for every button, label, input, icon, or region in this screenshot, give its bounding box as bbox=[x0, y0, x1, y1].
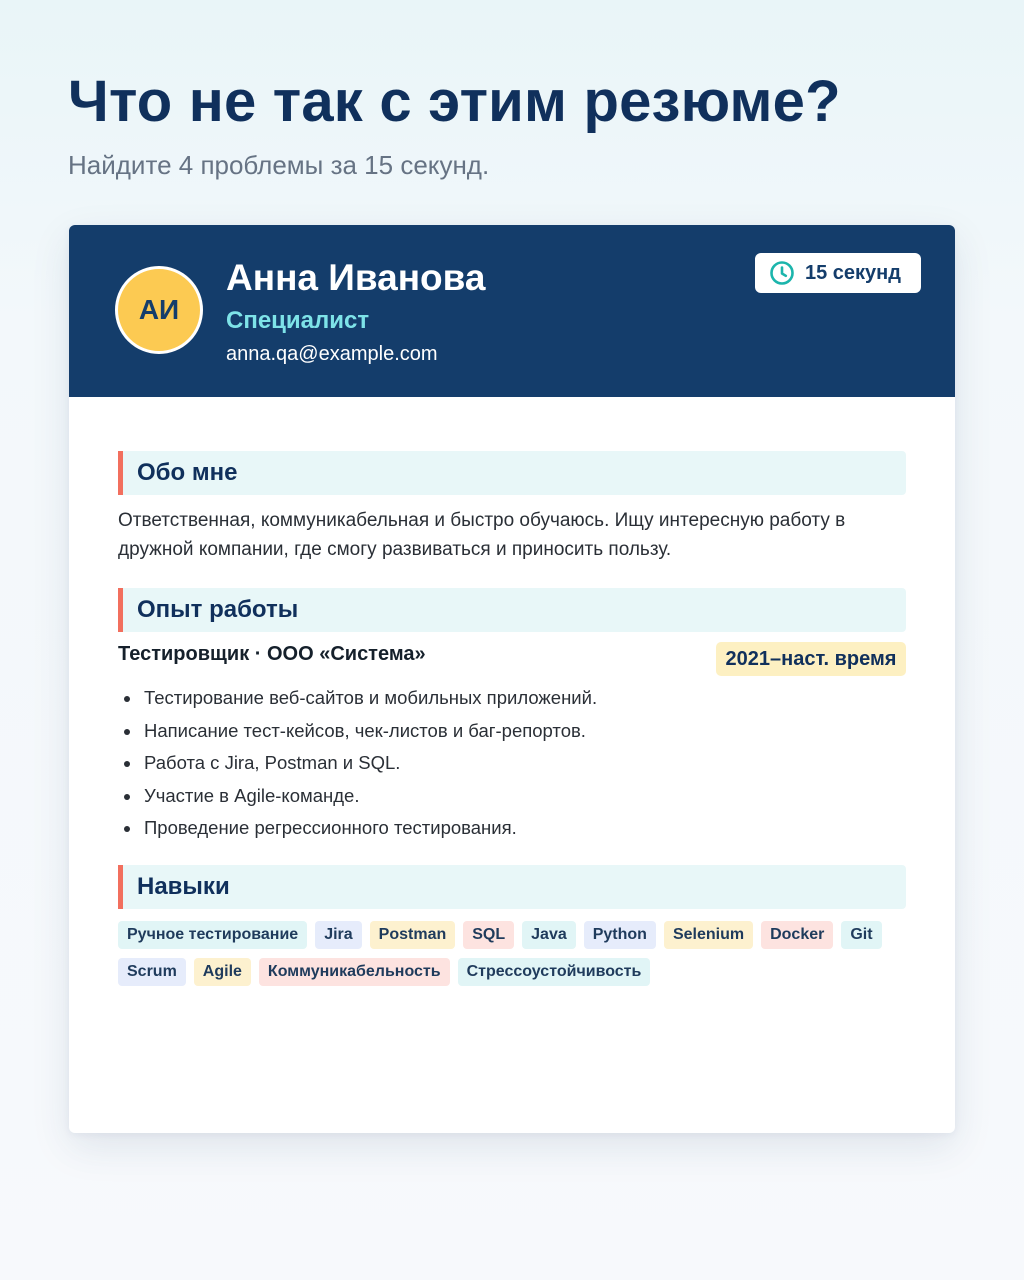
skill-tag: Docker bbox=[761, 921, 833, 949]
list-item: Тестирование веб-сайтов и мобильных приложений. bbox=[144, 682, 597, 715]
resume-header bbox=[69, 225, 955, 397]
job-title: Тестировщик · ООО «Система» bbox=[118, 643, 426, 665]
timer-label: 15 секунд bbox=[805, 261, 901, 284]
skill-tag: Selenium bbox=[664, 921, 753, 949]
list-item: Написание тест-кейсов, чек-листов и баг-репортов. bbox=[144, 715, 597, 748]
duties-list bbox=[144, 682, 597, 845]
timer-badge bbox=[755, 253, 921, 293]
list-item: Участие в Agile-команде. bbox=[144, 780, 597, 813]
candidate-role: Специалист bbox=[226, 307, 370, 334]
page-title: Что не так с этим резюме? bbox=[68, 69, 841, 134]
section-heading-experience: Опыт работы bbox=[118, 588, 906, 632]
candidate-name: Анна Иванова bbox=[226, 257, 486, 298]
page-subtitle: Найдите 4 проблемы за 15 секунд. bbox=[68, 150, 490, 180]
job-dates-badge: 2021–наст. время bbox=[716, 642, 906, 676]
skill-tag: Python bbox=[584, 921, 656, 949]
skill-tag: Стрессоустойчивость bbox=[458, 958, 651, 986]
about-text: Ответственная, коммуникабельная и быстро обучаюсь. Ищу интересную работу в дружной компании, где смогу развиваться и приносить пользу. bbox=[118, 510, 846, 560]
clock-icon bbox=[769, 260, 795, 286]
skill-tag: SQL bbox=[463, 921, 514, 949]
skill-tag: Scrum bbox=[118, 958, 186, 986]
avatar: АИ bbox=[115, 266, 203, 354]
candidate-email: anna.qa@example.com bbox=[226, 343, 438, 365]
section-heading-about: Обо мне bbox=[118, 451, 906, 495]
skill-tag: Коммуникабельность bbox=[259, 958, 450, 986]
skills-tags bbox=[118, 921, 918, 986]
resume-card bbox=[69, 225, 955, 1133]
section-heading-skills: Навыки bbox=[118, 865, 906, 909]
skill-tag: Postman bbox=[370, 921, 456, 949]
skill-tag: Ручное тестирование bbox=[118, 921, 307, 949]
skill-tag: Git bbox=[841, 921, 881, 949]
list-item: Проведение регрессионного тестирования. bbox=[144, 812, 597, 845]
list-item: Работа с Jira, Postman и SQL. bbox=[144, 747, 597, 780]
skill-tag: Java bbox=[522, 921, 576, 949]
skill-tag: Agile bbox=[194, 958, 251, 986]
skill-tag: Jira bbox=[315, 921, 361, 949]
